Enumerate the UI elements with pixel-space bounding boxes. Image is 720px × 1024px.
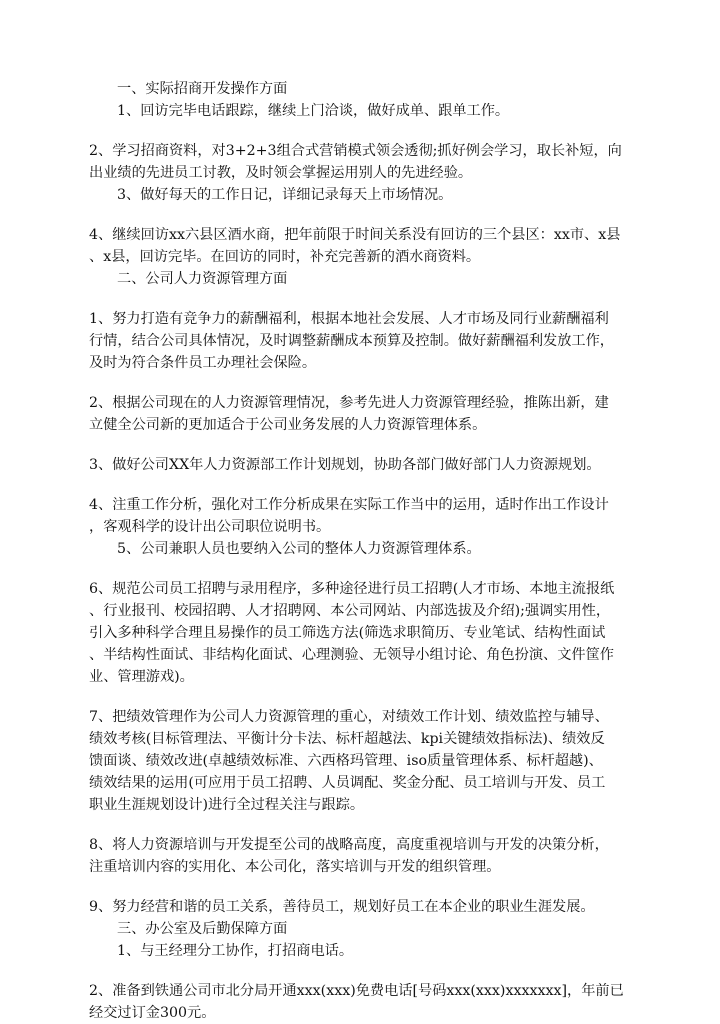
text-line: 5、公司兼职人员也要纳入公司的整体人力资源管理体系。	[117, 541, 481, 557]
text-line: 三、办公室及后勤保障方面	[117, 921, 288, 937]
text-line: 经交过订金300元。	[89, 1005, 216, 1021]
paragraph-gap	[89, 962, 631, 980]
text-line: 1、回访完毕电话跟踪，继续上门洽谈，做好成单、跟单工作。	[117, 103, 510, 119]
text-line: 4、注重工作分析，强化对工作分析成果在实际工作当中的运用，适时作出工作设计	[89, 497, 609, 513]
text-line: 2、根据公司现在的人力资源管理情况，参考先进人力资源管理经验，推陈出新，建	[89, 395, 609, 411]
paragraph-gap	[89, 374, 631, 392]
text-line: ，客观科学的设计出公司职位说明书。	[89, 519, 331, 535]
paragraph-gap	[89, 878, 631, 896]
document-body	[89, 78, 631, 1024]
text-line: 及时为符合条件员工办理社会保险。	[89, 355, 317, 371]
text-line: 1、努力打造有竞争力的薪酬福利，根据本地社会发展、人才市场及同行业薪酬福利	[89, 311, 609, 327]
text-line: 3、做好公司XX年人力资源部工作计划规划，协助各部门做好部门人力资源规划。	[89, 457, 601, 473]
paragraph-gap	[89, 816, 631, 834]
text-line: 、半结构性面试、非结构化面试、心理测验、无领导小组讨论、角色扮演、文件筐作	[89, 647, 614, 663]
paragraph-gap	[89, 206, 631, 224]
text-line: 绩效结果的运用(可应用于员工招聘、人员调配、奖金分配、员工培训与开发、员工	[89, 775, 606, 791]
text-line: 7、把绩效管理作为公司人力资源管理的重心，对绩效工作计划、绩效监控与辅导、	[89, 709, 609, 725]
paragraph-gap	[89, 560, 631, 578]
text-line: 立健全公司新的更加适合于公司业务发展的人力资源管理体系。	[89, 417, 487, 433]
text-line: 注重培训内容的实用化、本公司化，落实培训与开发的组织管理。	[89, 859, 501, 875]
text-line: 2、准备到铁通公司市北分局开通xxx(xxx)免费电话[号码xxx(xxx)xxxxxxx]，年前已	[89, 983, 624, 999]
text-line: 9、努力经营和谐的员工关系，善待员工，规划好员工在本企业的职业生涯发展。	[89, 899, 595, 915]
text-line: 一、实际招商开发操作方面	[117, 81, 288, 97]
text-line: 绩效考核(目标管理法、平衡计分卡法、标杆超越法、kpi关键绩效指标法)、绩效反	[89, 731, 605, 747]
paragraph-gap	[89, 122, 631, 140]
text-line: 4、继续回访xx六县区酒水商，把年前限于时间关系没有回访的三个县区：xx市、x县	[89, 227, 621, 243]
text-line: 馈面谈、绩效改进(卓越绩效标准、六西格玛管理、iso质量管理体系、标杆超越)、	[89, 753, 603, 769]
text-line: 3、做好每天的工作日记，详细记录每天上市场情况。	[117, 187, 453, 203]
text-line: 1、与王经理分工协作，打招商电话。	[117, 943, 354, 959]
paragraph-gap	[89, 436, 631, 454]
text-line: 引入多种科学合理且易操作的员工筛选方法(筛选求职简历、专业笔试、结构性面试	[89, 625, 606, 641]
text-line: 、行业报刊、校园招聘、人才招聘网、本公司网站、内部选拔及介绍);强调实用性，	[89, 603, 611, 619]
paragraph-gap	[89, 476, 631, 494]
text-line: 8、将人力资源培训与开发提至公司的战略高度，高度重视培训与开发的决策分析，	[89, 837, 609, 853]
text-line: 二、公司人力资源管理方面	[117, 271, 288, 287]
text-line: 、x县，回访完毕。在回访的同时，补充完善新的酒水商资料。	[89, 249, 481, 265]
paragraph-gap	[89, 688, 631, 706]
text-line: 职业生涯规划设计)进行全过程关注与跟踪。	[89, 797, 365, 813]
text-line: 2、学习招商资料，对3+2+3组合式营销模式领会透彻;抓好例会学习，取长补短，向	[89, 143, 622, 159]
text-line: 业、管理游戏)。	[89, 669, 194, 685]
text-line: 出业绩的先进员工讨教，及时领会掌握运用别人的先进经验。	[89, 165, 473, 181]
paragraph-gap	[89, 290, 631, 308]
text-line: 行情，结合公司具体情况，及时调整薪酬成本预算及控制。做好薪酬福利发放工作，	[89, 333, 614, 349]
text-line: 6、规范公司员工招聘与录用程序，多种途径进行员工招聘(人才市场、本地主流报纸	[89, 581, 615, 597]
